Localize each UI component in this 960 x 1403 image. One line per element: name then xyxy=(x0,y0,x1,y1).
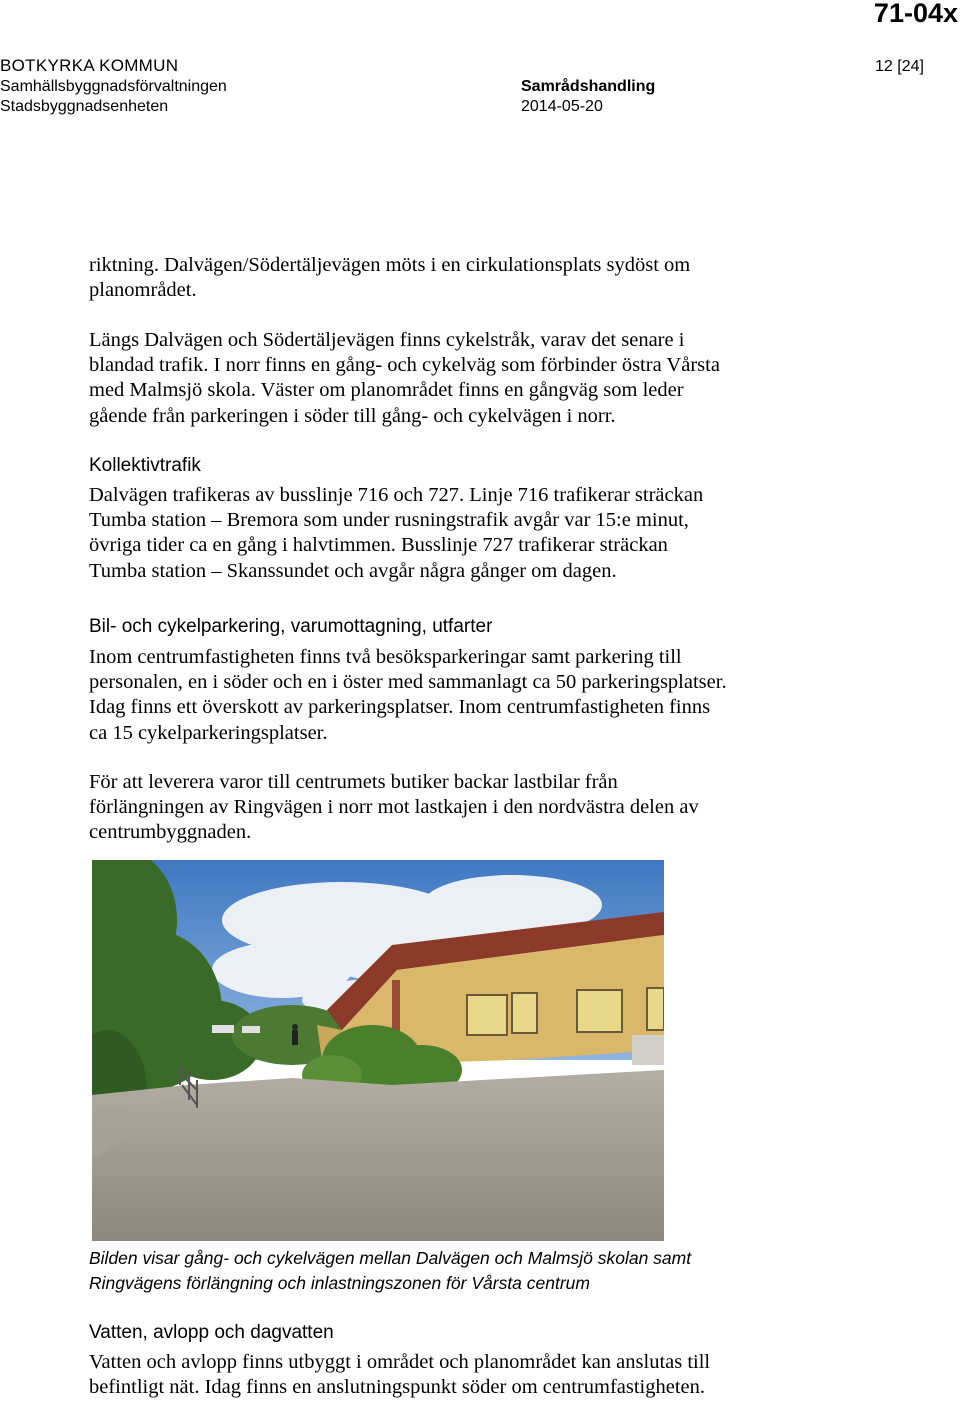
unit-name: Stadsbyggnadsenheten xyxy=(0,98,169,115)
heading-parking: Bil- och cykelparkering, varumottagning, utfarter xyxy=(89,616,493,637)
document-code: 71-04x xyxy=(873,0,958,28)
photo-caption: Bilden visar gång- och cykelvägen mellan Dalvägen och Malmsjö skolan samt Ringvägens förlängning och inlastningszonen för Vårsta centrum xyxy=(89,1248,692,1293)
document-date: 2014-05-20 xyxy=(521,98,603,115)
heading-kollektivtrafik: Kollektivtrafik xyxy=(89,455,201,476)
paragraph-deliveries: För att leverera varor till centrumets butiker backar lastbilar från förlängningen av Ringvägen i norr mot lastkajen i den nordvästra delen av centrumbyggnaden. xyxy=(89,771,699,844)
paragraph-parking: Inom centrumfastigheten finns två besöksparkeringar samt parkering till personalen, en i söder och en i öster med sammanlagt ca 50 parkeringsplatser. Idag finns ett överskott av parkeringsplatser. Inom centrumfastigheten finns ca 15 cykelparkeringsplatser. xyxy=(89,646,727,744)
paragraph-water: Vatten och avlopp finns utbyggt i området och planområdet kan anslutas till befintligt nät. Idag finns en anslutningspunkt söder om centrumfastigheten. xyxy=(89,1351,711,1399)
page-number: 12 [24] xyxy=(875,58,924,75)
paragraph-bus-lines: Dalvägen trafikeras av busslinje 716 och 727. Linje 716 trafikerar sträckan Tumba station – Bremora som under rusningstrafik avgår var 15:e minut, övriga tider ca en gång i halvtimmen. Busslinje 727 trafikerar sträckan Tumba station – Skanssundet och avgår några gånger om dagen. xyxy=(89,484,704,582)
paragraph-traffic-intro: riktning. Dalvägen/Södertäljevägen möts i en cirkulationsplats sydöst om planområdet. xyxy=(89,254,691,302)
cyclist xyxy=(292,1024,298,1045)
department-name: Samhällsbyggnadsförvaltningen xyxy=(0,78,227,95)
street-photo xyxy=(92,860,664,1241)
organization-name: BOTKYRKA KOMMUN xyxy=(0,56,179,75)
road xyxy=(92,1070,664,1241)
document-type: Samrådshandling xyxy=(521,78,656,95)
heading-water: Vatten, avlopp och dagvatten xyxy=(89,1322,334,1343)
paragraph-cycle-paths: Längs Dalvägen och Södertäljevägen finns cykelstråk, varav det senare i blandad trafik. I norr finns en gång- och cykelväg som förbinder östra Vårsta med Malmsjö skola. Väster om planområdet finns en gångväg som leder gående från parkeringen i söder till gång- och cykelvägen i norr. xyxy=(89,329,720,427)
